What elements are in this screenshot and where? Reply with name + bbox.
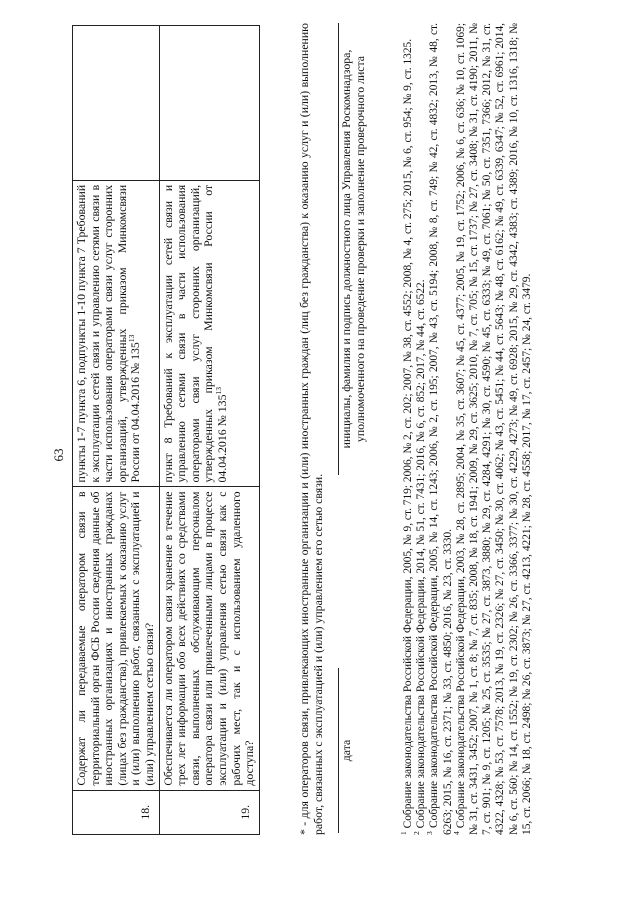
footnote-text: Собрание законодательства Российской Федерации, 2003, № 28, ст. 2895; 2004, № 35, ст. 3607; № 45, ст. 4377; 2005, № 19, ст. 1752; 2006, № 6, ст. 636; № 10, ст. 1069; № 31, ст. 3431, 3452; 2007, № 1, ст. 8; № 7, ст. 835; 2008, № 18, ст. 1941; 2009, № 29, ст. 3625; 2010, № 7, ст. 705; № 15, ст. 1737; № 27, ст. 3408; № 31, ст. 4190; 2011, № 7, ст. 901; № 9, ст. 1205; № 25, ст. 3535; № 27, ст. 3873, 3880; № 29, ст. 4284, 4291; № 30, ст. 4590; № 45, ст. 6333; № 49, ст. 7061; № 50, ст. 7351, 7366; 2012, № 31, ст. 4322, 4328; № 53, ст. 7578; 2013, № 19, ст. 2326; № 27, ст. 3450; № 30, ст. 4062; № 43, ст. 5451; № 44, ст. 5643; № 48, ст. 6162; № 49, ст. 6339, 6347; № 52, ст. 6961; 2014, № 6, ст. 560; № 14, ст. 1552; № 19, ст. 2302; № 26, ст. 3366, 3377; № 30, ст. 4229, 4273; № 49, ст. 6928; 2015, № 29, ст. 4342, 4383; ст. 4389; 2016, № 10, ст. 1316, 1318; № 15, ст. 2066; № 18, ст. 2498; № 26, ст. 3873; № 27, ст. 4213, 4221; № 28, ст. 4558; 2017, № 17, ст. 2457; № 24, ст. 3479. [454, 23, 533, 835]
question-cell: Содержат ли передаваемые оператором связи в территориальный орган ФСБ России сведения данные об иностранных организациях и иностранных гражданах (лицах без гражданства), привлекаемых к оказанию услуг и (или) выполнению работ, связанных с эксплуатацией и (или) управлением сетью связи? [73, 487, 160, 790]
checklist-table [72, 25, 260, 835]
page-number: 63 [51, 448, 66, 462]
table-note: * - для операторов связи, привлекающих иностранные организации и (или) иностранных граждан (лиц без гражданства) к оказанию услуг и (или) выполнению работ, связанных с эксплуатацией и (или) управлением его сетью связи. [297, 23, 325, 835]
footnotes [399, 22, 534, 835]
answer-cell [73, 26, 160, 181]
footnote-ref: 13 [214, 387, 224, 395]
footnote [425, 22, 454, 835]
signature-label: инициалы, фамилия и подпись должностного лица Управления Роскомнадзора, уполномоченного на проведение проверки и заполнение проверочного листа [339, 49, 367, 449]
table-row [159, 26, 259, 835]
row-number: 18. [73, 790, 160, 834]
footnote-ref: 13 [127, 334, 137, 343]
question-cell: Обеспечивается ли оператором связи хранение в течение трех лет информации обо всех действиях со средствами связи, выполненных обслуживающим персоналом оператора связи или привлеченными лицами в процессе эксплуатации и (или) управления сетью связи как с рабочих мест, так и с использованием удаленного доступа? [159, 487, 259, 790]
footnote-text: Собрание законодательства Российской Федерации, 2005, № 9, ст. 719; 2006, № 2, ст. 202; 2007, № 38, ст. 4552; 2008, № 4, ст. 275; 2015, № 6, ст. 954; № 9, ст. 1325. [402, 38, 414, 829]
footnote-mark: 2 [412, 831, 422, 835]
reference-cell [73, 180, 160, 487]
footnote-text: Собрание законодательства Российской Федерации, 2014, № 51, ст. 7431; 2016, № 6, ст. 852; 2017, № 44, ст. 6522. [415, 279, 428, 829]
footnote [452, 23, 534, 835]
signature-block [330, 23, 400, 835]
footnote-mark: 3 [425, 831, 435, 835]
row-number: 19. [159, 790, 259, 834]
reference-text: пункт 8 Требований к эксплуатации сетей связи и управлению сетями связи в части использования операторами связи услуг сторонних организаций, утвержденных приказом Минкомсвязи России от 04.04.2016 № 135 [160, 184, 229, 483]
answer-cell [159, 26, 259, 181]
footnote [399, 23, 415, 835]
reference-text: пункты 1-7 пункта 6, подпункты 1-10 пункта 7 Требований к эксплуатации сетей связи и управлению сетями связи в части использования операторами связи услуг сторонних организаций, утвержденных приказом Минкомсвязи России от 04.04.2016 № 135 [74, 184, 143, 483]
table-row [73, 26, 160, 835]
footnote-text: Собрание законодательства Российской Федерации, 2005, № 14, ст. 1243; 2006, № 2, ст. 195; 2007, № 43, ст. 5194; 2008, № 8, ст. 749; № 42, ст. 4832; 2013, № 48, ст. 6263; 2015, № 16, ст. 2371; № 33, ст. 4850; 2016, № 23, ст. 3330. [428, 22, 454, 835]
footnote-mark: 4 [452, 831, 462, 835]
date-label: дата [339, 739, 353, 762]
footnote-mark: 1 [399, 831, 409, 835]
reference-cell [159, 180, 259, 487]
footnote [412, 23, 428, 835]
